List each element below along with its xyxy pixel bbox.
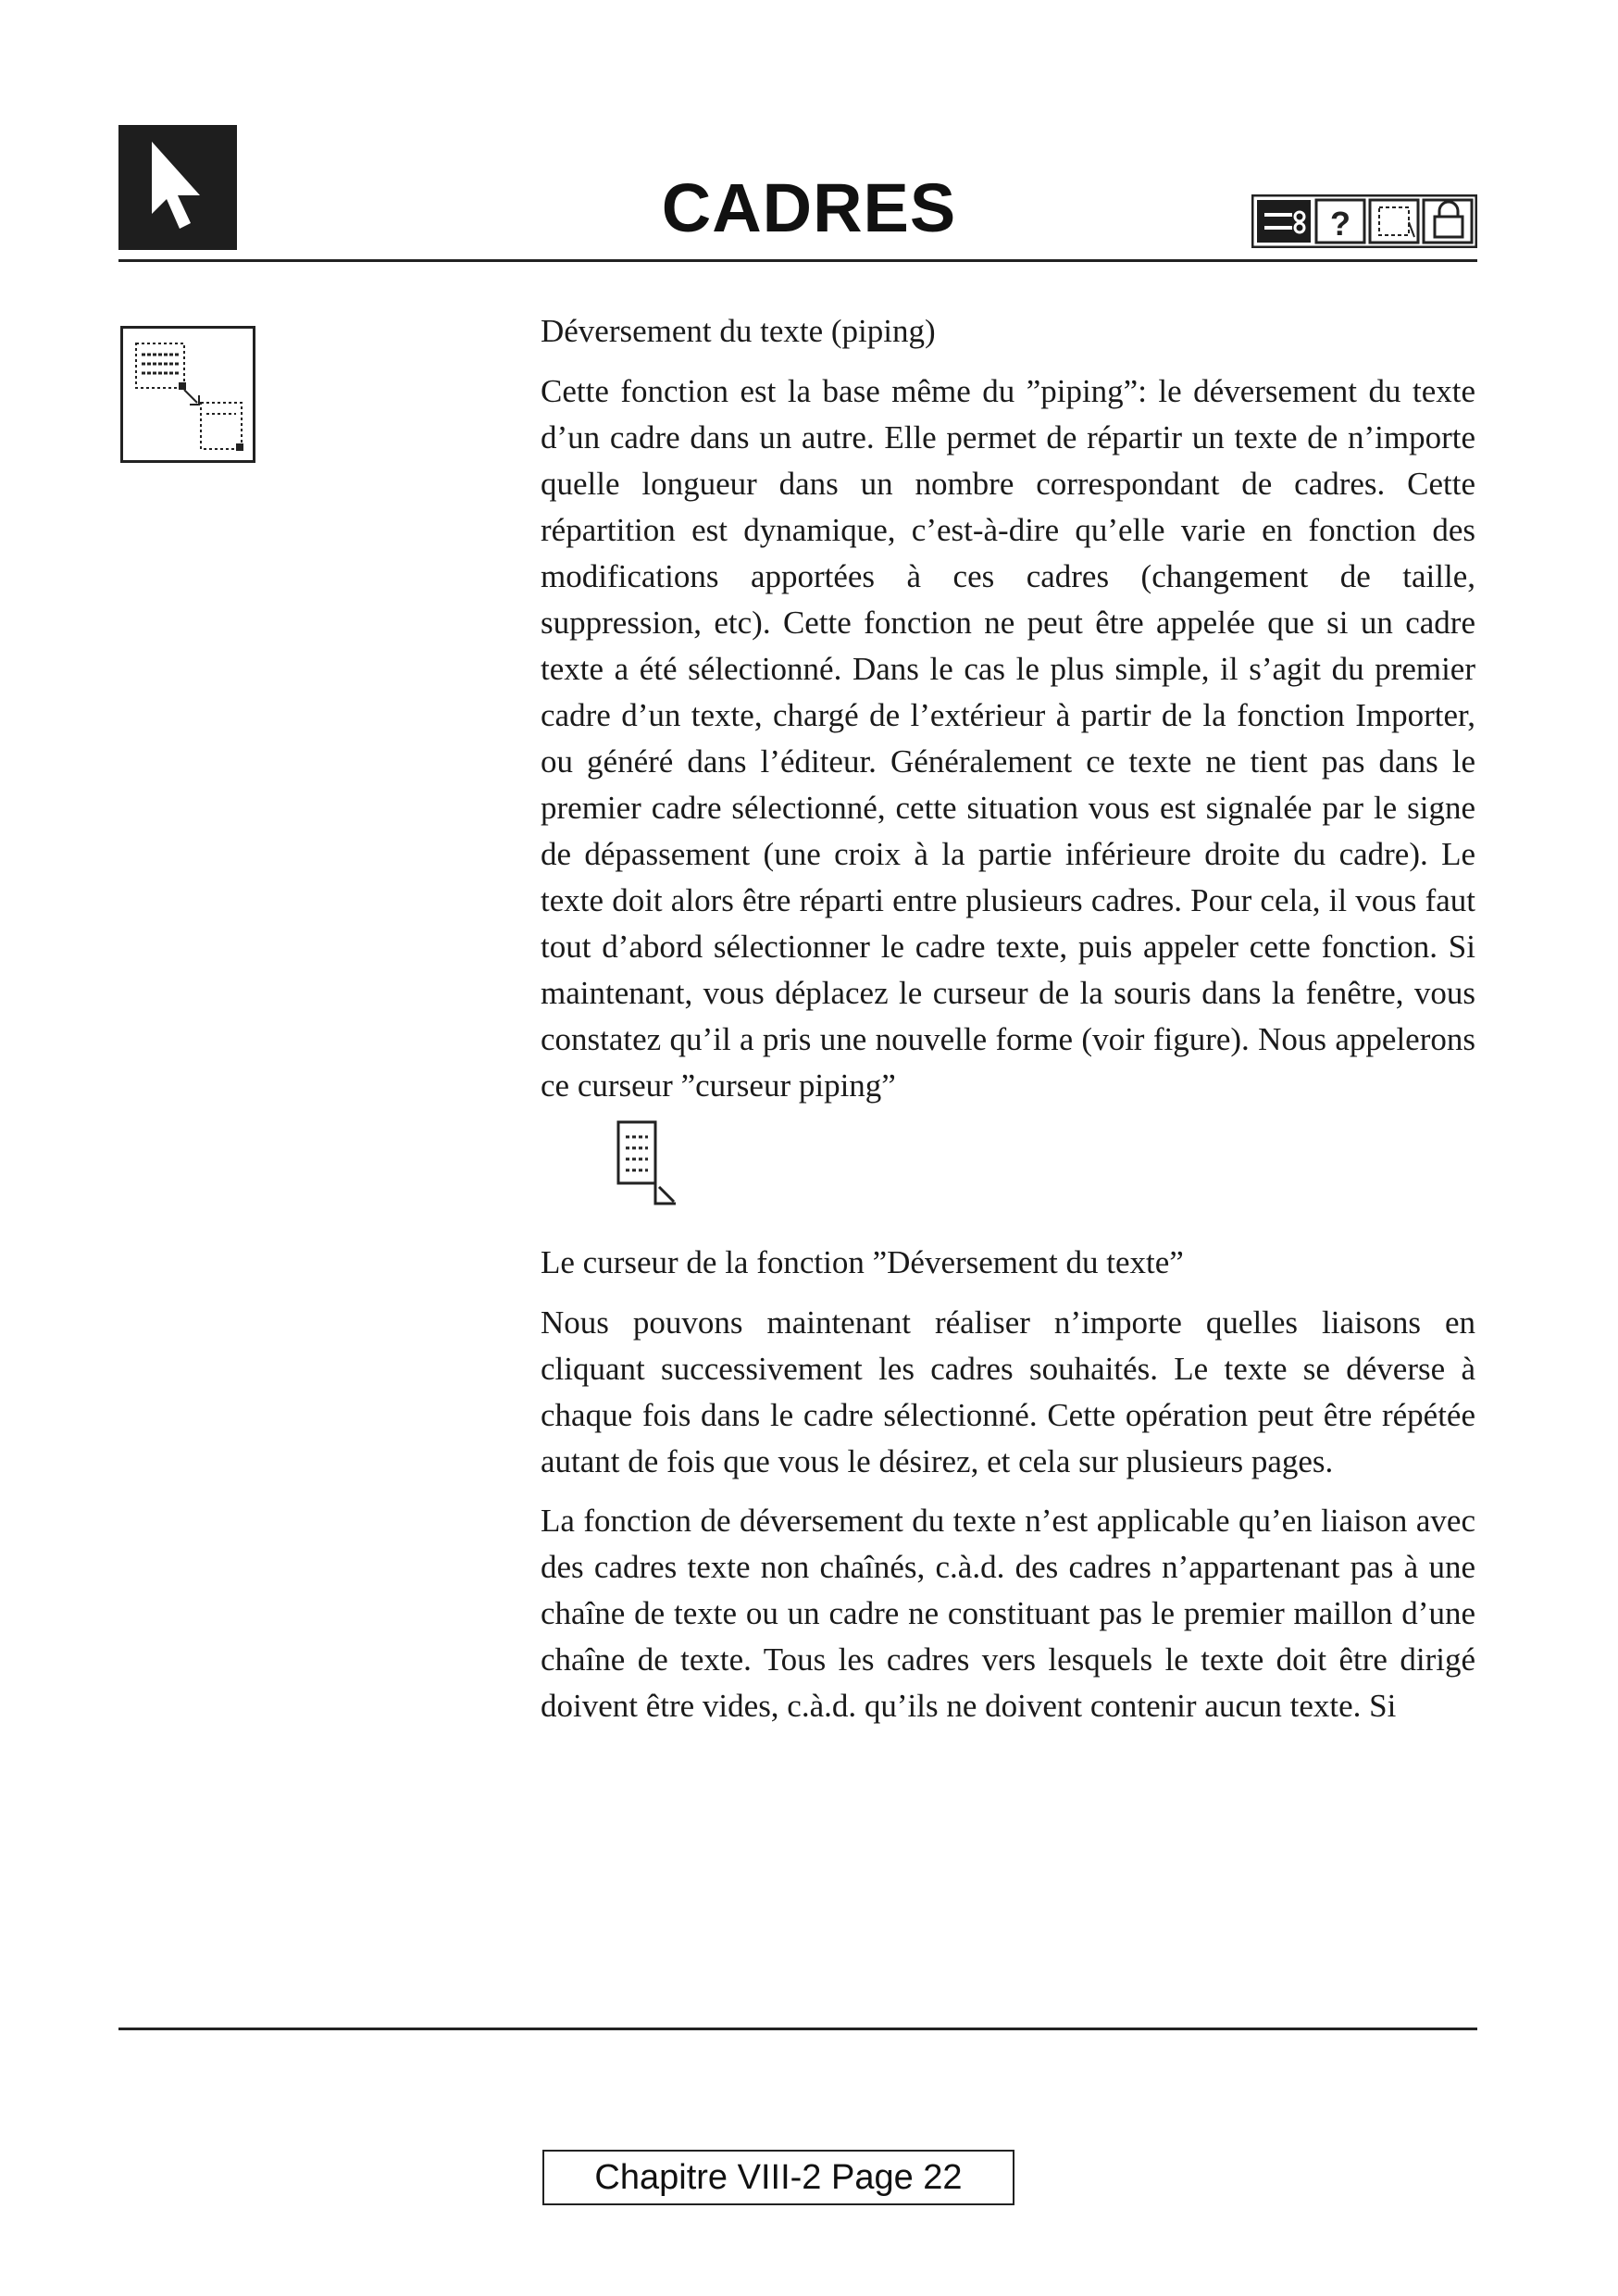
paragraph: Nous pouvons maintenant réaliser n’importe quelles liaisons en cliquant successivement les cadres souhaités. Le texte se déverse à chaque fois dans le cadre sélectionné. Cette opération peut être répétée autant de fois que vous le désirez, et cela sur plusieurs pages.: [541, 1304, 1475, 1479]
figure-caption: Le curseur de la fonction ”Déversement du texte”: [541, 1244, 1184, 1280]
section-heading: Déversement du texte (piping): [541, 313, 936, 349]
content-column: [541, 307, 1475, 1729]
resize-frame-icon[interactable]: [1370, 200, 1418, 243]
paragraph: La fonction de déversement du texte n’est applicable qu’en liaison avec des cadres texte non chaînés, c.à.d. des cadres n’appartenant pas à une chaîne de texte ou un cadre ne constituant pas le premier maillon d’une chaîne de texte. Tous les cadres vers lesquels le texte doit être dirigé doivent être vides, c.à.d. qu’ils ne doivent contenir aucun texte. Si: [541, 1503, 1475, 1724]
lock-icon[interactable]: [1424, 200, 1472, 243]
page-title: CADRES: [661, 169, 957, 246]
help-icon[interactable]: [1316, 200, 1364, 243]
chapter-page-label: Chapitre VIII-2 Page 22: [542, 2150, 1014, 2205]
piping-cursor-icon: [611, 1118, 685, 1211]
header-divider: [118, 259, 1477, 262]
footer-divider: [118, 2028, 1477, 2030]
toolbar-icons: [1251, 194, 1477, 248]
paragraph: Cette fonction est la base même du ”piping”: le déversement du texte d’un cadre dans un autre. Elle permet de répartir un texte de n’importe quelle longueur dans un nombre correspondant de cadres. Cette répartition est dynamique, c’est-à-dire qu’elle varie en fonction des modifications apportées à ces cadres (changement de taille, suppression, etc). Cette fonction ne peut être appelée que si un cadre texte a été sélectionné. Dans le cas le plus simple, il s’agit du premier cadre d’un texte, chargé de l’extérieur à partir de la fonction Importer, ou généré dans l’éditeur. Généralement ce texte ne tient pas dans le premier cadre sélectionné, cette situation vous est signalée par le signe de dépassement (une croix à la partie inférieure droite du cadre). Le texte doit alors être réparti entre plusieurs cadres. Pour cela, il vous faut tout d’abord sélectionner le cadre texte, puis appeler cette fonction. Si maintenant, vous déplacez le curseur de la souris dans la fenêtre, vous constatez qu’il a pris une nouvelle forme (voir figure). Nous appelerons ce curseur ”curseur piping”: [541, 373, 1475, 1104]
svg-text:?: ?: [1330, 205, 1350, 243]
text-piping-frame-icon: [120, 326, 255, 463]
scissors-icon[interactable]: [1257, 200, 1311, 243]
